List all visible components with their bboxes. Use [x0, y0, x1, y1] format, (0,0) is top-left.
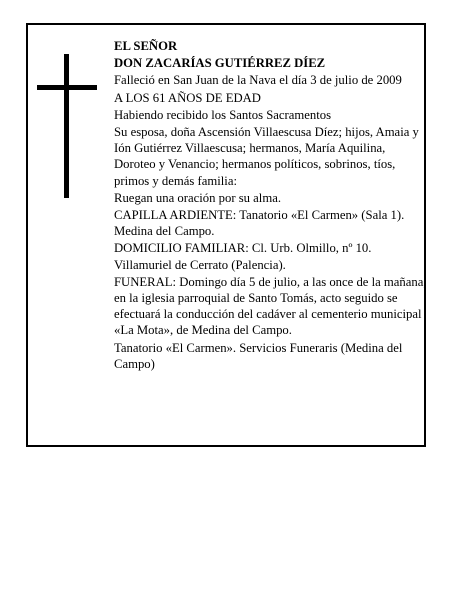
home-address: DOMICILIO FAMILIAR: Cl. Urb. Olmillo, nº 10. Villamuriel de Cerrato (Palencia).: [114, 241, 372, 272]
sacraments-statement: Habiendo recibido los Santos Sacramentos: [114, 107, 332, 122]
chapel-info: CAPILLA ARDIENTE: Tanatorio «El Carmen» (Sala 1). Medina del Campo.: [114, 208, 405, 239]
age-statement: A LOS 61 AÑOS DE EDAD: [114, 90, 261, 105]
deceased-name: DON ZACARÍAS GUTIÉRREZ DÍEZ: [114, 56, 326, 71]
cross-horizontal-bar: [37, 85, 97, 90]
funeral-info: FUNERAL: Domingo día 5 de julio, a las once de la mañana, en la iglesia parroquial de Santo Tomás, acto seguido se efectuará la conducción del cadáver al cementerio municipal «La Mota», de Medina del Campo.: [114, 274, 427, 338]
cross-icon: [37, 54, 97, 198]
cross-vertical-bar: [64, 54, 69, 198]
family-statement: Su esposa, doña Ascensión Villaescusa Díez; hijos, Amaia y Ión Gutiérrez Villaescusa; hermanos, María Aquilina, Doroteo y Venancio; hermanos políticos, sobrinos, tíos, primos y demás familia:: [114, 125, 419, 188]
obituary-text: [114, 38, 430, 373]
title-line1: EL SEÑOR: [114, 39, 178, 53]
funeral-home: Tanatorio «El Carmen». Servicios Funeraris (Medina del Campo): [114, 340, 403, 371]
death-statement: Falleció en San Juan de la Nava el día 3 de julio de 2009: [114, 73, 402, 88]
prayer-request: Ruegan una oración por su alma.: [114, 190, 282, 205]
